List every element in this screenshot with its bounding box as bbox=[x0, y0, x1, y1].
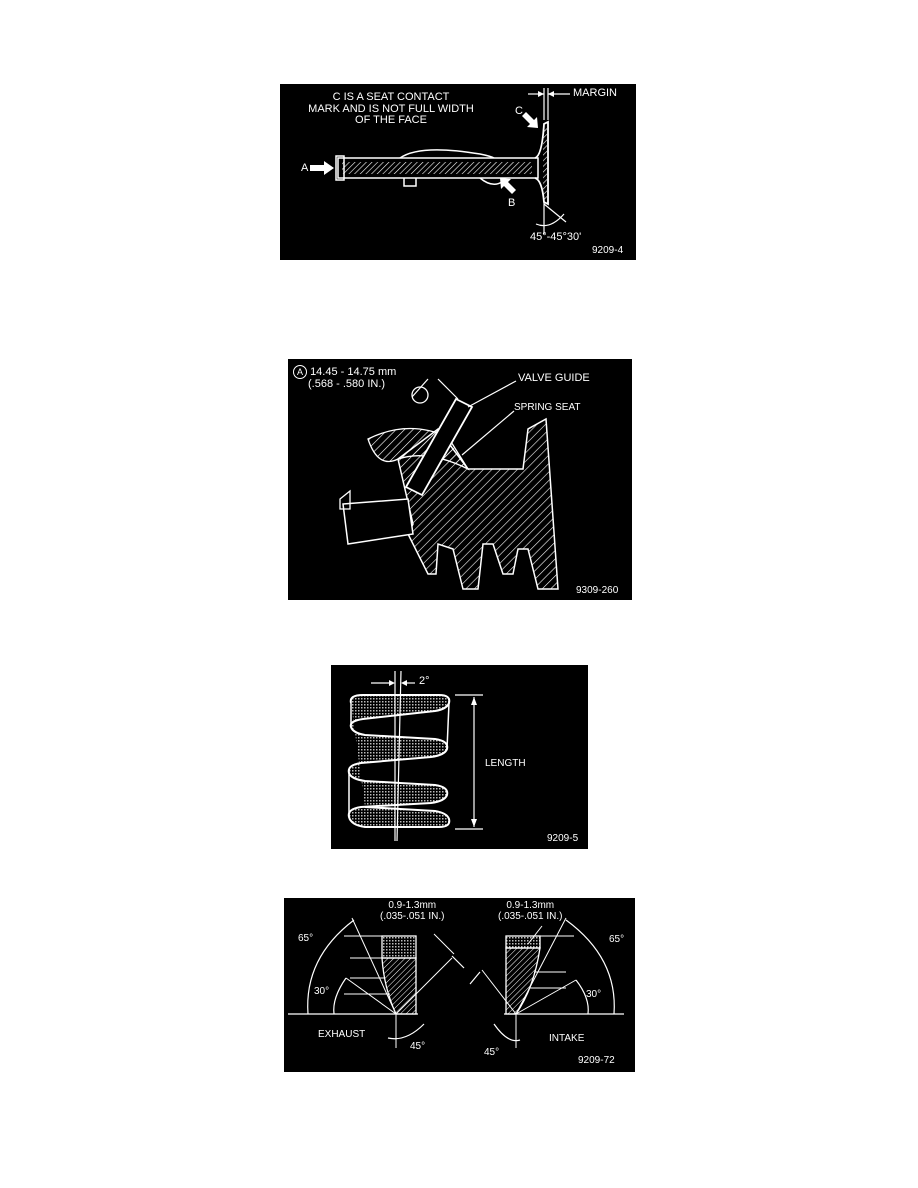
exhaust-spec-mm: 0.9-1.3mm bbox=[388, 900, 437, 911]
margin-arrowhead-right bbox=[548, 91, 554, 97]
seat-contact-note bbox=[306, 92, 476, 127]
valve-seat-drawing bbox=[284, 898, 635, 1072]
exhaust-45-label: 45° bbox=[410, 1041, 426, 1052]
valve-guide-figure bbox=[288, 359, 632, 600]
exhaust-seat-top bbox=[382, 936, 416, 958]
angle-label: 45°-45°30' bbox=[530, 231, 582, 243]
spring-seat-label: SPRING SEAT bbox=[514, 402, 581, 413]
intake-seat bbox=[470, 918, 624, 1048]
exhaust-30-label: 30° bbox=[314, 986, 330, 997]
guide-bottom-right bbox=[480, 178, 502, 184]
valve-guide-label: VALVE GUIDE bbox=[518, 372, 590, 384]
intake-65-label: 65° bbox=[609, 934, 625, 945]
spec-line-1 bbox=[293, 365, 396, 379]
port-passage bbox=[343, 499, 413, 544]
angle-arrowhead-right bbox=[401, 680, 407, 686]
exhaust-width-arrow bbox=[452, 956, 464, 968]
margin-arrowhead-left bbox=[538, 91, 544, 97]
angle-arc bbox=[536, 214, 564, 226]
marker-a-circle: A bbox=[293, 365, 307, 379]
intake-30-label: 30° bbox=[586, 989, 602, 1000]
figure-code: 9209-72 bbox=[578, 1055, 615, 1066]
dimension-line-a-right bbox=[438, 379, 458, 399]
exhaust-spec-in: (.035-.051 IN.) bbox=[380, 910, 445, 922]
valve-guide-drawing bbox=[288, 359, 632, 600]
figure-code: 9309-260 bbox=[576, 585, 619, 596]
intake-spec-mm: 0.9-1.3mm bbox=[506, 900, 555, 911]
intake-45-label: 45° bbox=[484, 1047, 500, 1058]
valve-face-figure bbox=[280, 84, 636, 260]
seat-contact-note-line-1: C IS A SEAT CONTACT bbox=[332, 91, 450, 103]
spec-mm: 14.45 - 14.75 mm bbox=[310, 366, 397, 378]
exhaust-seat-body bbox=[382, 958, 416, 1014]
exhaust-label: EXHAUST bbox=[318, 1029, 366, 1040]
spring-seat-leader bbox=[462, 411, 514, 455]
length-label: LENGTH bbox=[485, 758, 526, 769]
intake-seat-top bbox=[506, 936, 540, 948]
exhaust-65-arc bbox=[308, 920, 354, 1014]
angle-line-diagonal bbox=[544, 204, 566, 222]
exhaust-30-arc bbox=[334, 978, 346, 1014]
label-b: B bbox=[508, 197, 516, 209]
spring-figure bbox=[331, 665, 588, 849]
figure-code: 9209-5 bbox=[547, 833, 579, 844]
exhaust-45-arc bbox=[388, 1024, 424, 1039]
guide-bottom bbox=[404, 178, 416, 186]
label-a: A bbox=[301, 162, 309, 174]
seat-contact-note-line-2: MARK AND IS NOT FULL WIDTH bbox=[308, 102, 474, 115]
valve-seat-figure bbox=[284, 898, 635, 1072]
margin-label: MARGIN bbox=[573, 87, 617, 99]
intake-label: INTAKE bbox=[549, 1033, 585, 1044]
angle-label: 2° bbox=[419, 675, 430, 687]
seat-contact-note-line-3: OF THE FACE bbox=[355, 114, 427, 127]
dimension-line-a-left bbox=[412, 379, 428, 397]
label-c: C bbox=[515, 105, 523, 117]
guide-top bbox=[400, 150, 494, 158]
exhaust-spec-leader bbox=[434, 934, 454, 954]
length-arrowhead-bottom bbox=[471, 819, 477, 827]
stem-hatch bbox=[342, 162, 532, 174]
spring-drawing bbox=[331, 665, 588, 849]
exhaust-65-label: 65° bbox=[298, 933, 314, 944]
valve-face-hatch bbox=[543, 126, 547, 200]
intake-width-arrow bbox=[470, 972, 480, 984]
figure-code: 9209-4 bbox=[592, 245, 624, 256]
angle-arrowhead-left bbox=[389, 680, 395, 686]
exhaust-seat bbox=[288, 918, 464, 1048]
arrow-b bbox=[500, 178, 516, 194]
spec-in: (.568 - .580 IN.) bbox=[308, 378, 386, 390]
intake-spec-in: (.035-.051 IN.) bbox=[498, 910, 563, 922]
valve-guide-leader bbox=[468, 381, 516, 407]
intake-spec bbox=[498, 901, 562, 922]
arrow-c bbox=[522, 112, 538, 128]
length-arrowhead-top bbox=[471, 697, 477, 705]
arrow-a bbox=[310, 161, 334, 175]
intake-seat-body bbox=[506, 948, 540, 1014]
exhaust-spec bbox=[380, 901, 444, 922]
